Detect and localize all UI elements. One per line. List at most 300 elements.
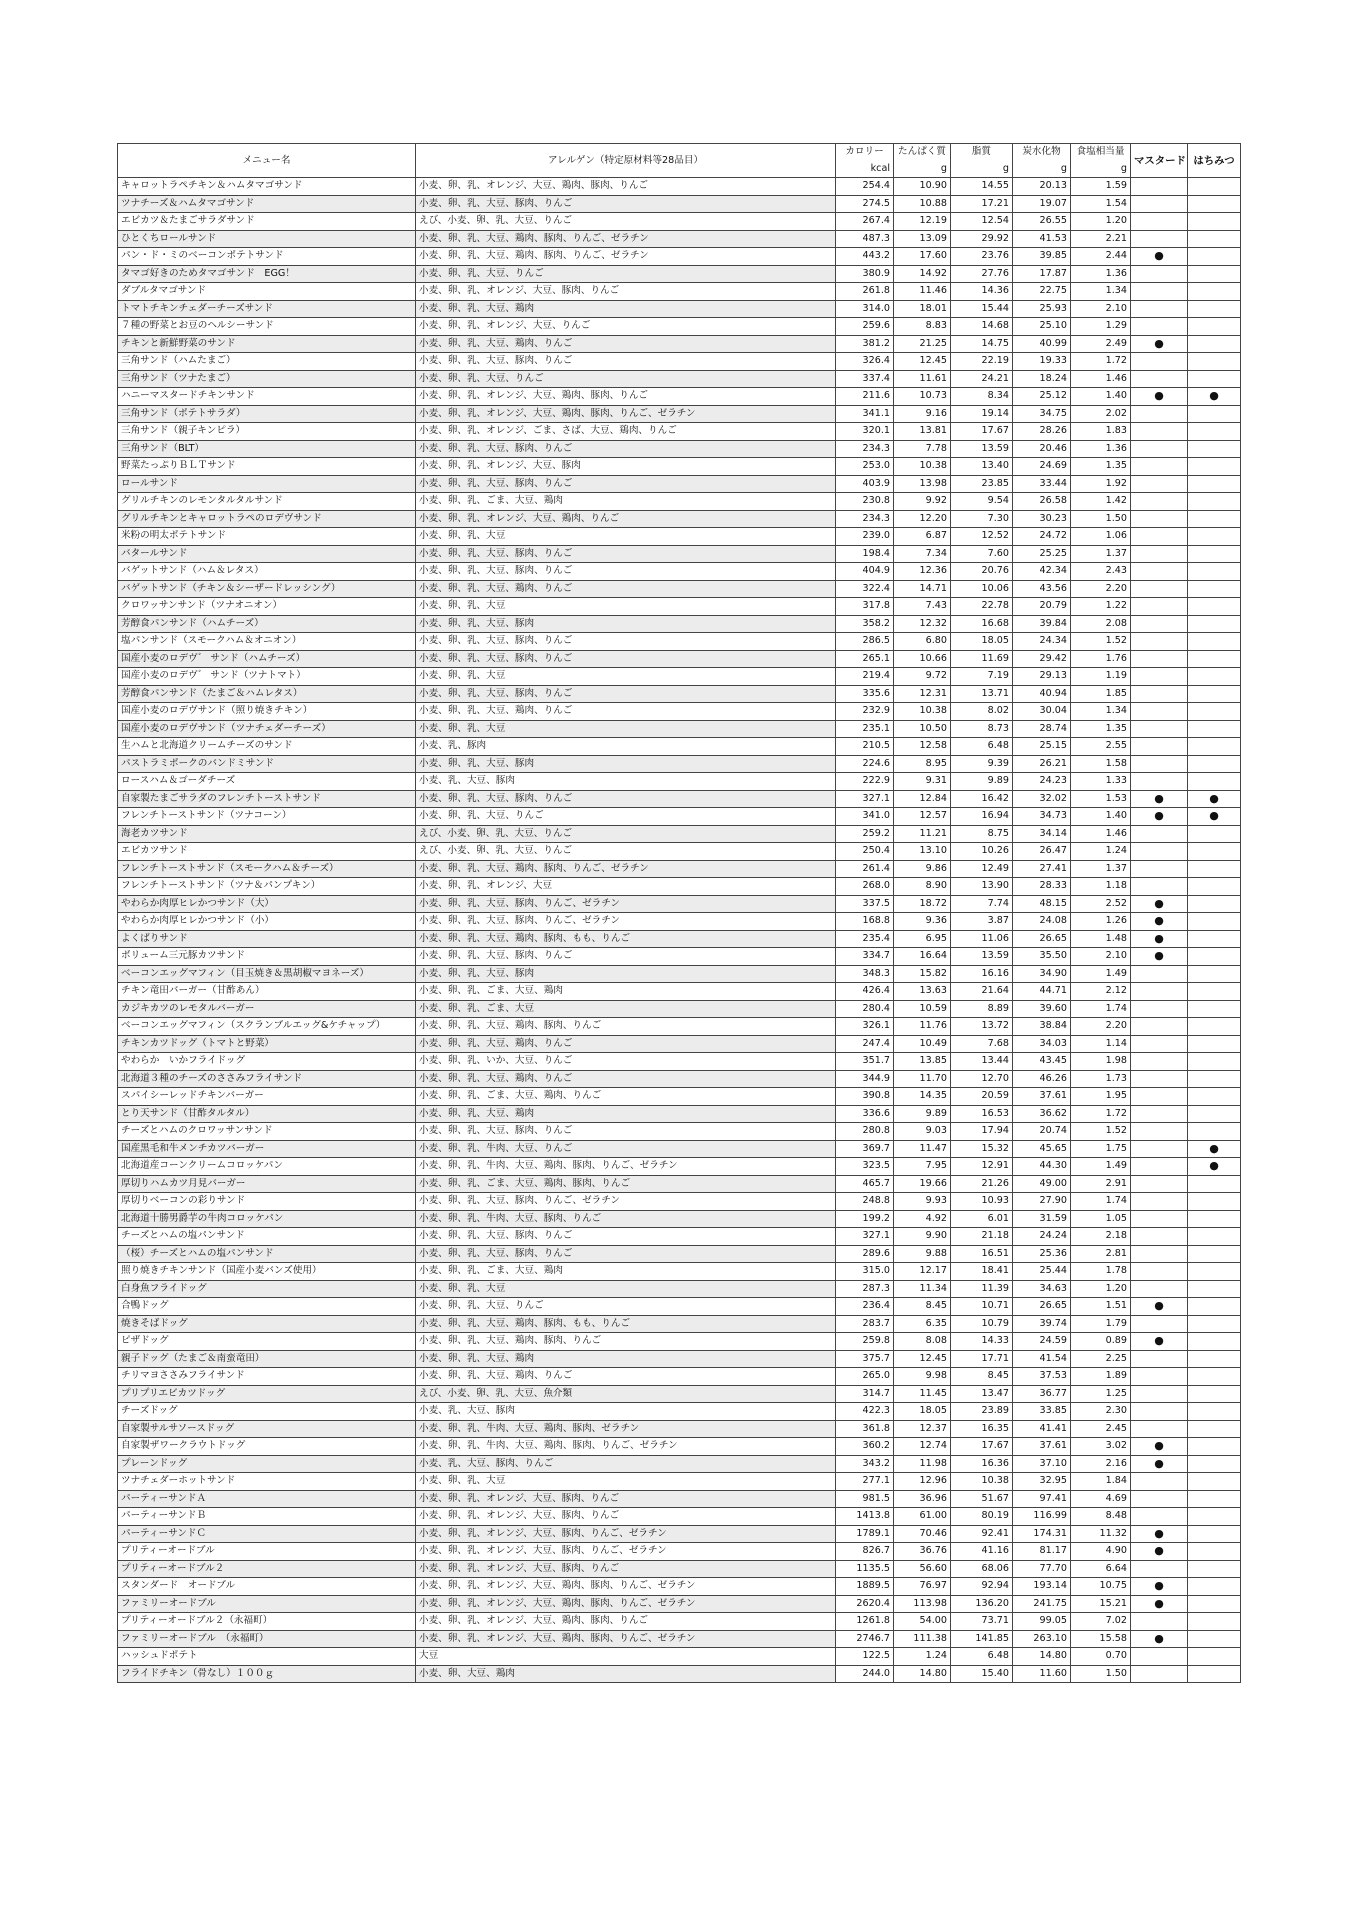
carbs-cell: 25.93 (1013, 300, 1071, 318)
menu-name-cell: 米粉の明太ポテトサンド (118, 528, 416, 546)
fat-cell: 21.64 (951, 983, 1013, 1001)
honey-mark (1188, 1595, 1241, 1613)
mustard-mark (1131, 1280, 1188, 1298)
fat-cell: 16.94 (951, 808, 1013, 826)
menu-name-cell: バゲットサンド（ハム＆レタス） (118, 563, 416, 581)
table-row (118, 1578, 1241, 1596)
allergen-cell: 小麦、卵、乳、オレンジ、大豆、鶏肉、豚肉、りんご、ゼラチン (416, 1578, 836, 1596)
menu-name-cell: 国産小麦のロデヴ゛ サンド（ハムチーズ） (118, 650, 416, 668)
calorie-cell: 286.5 (836, 633, 894, 651)
protein-cell: 14.80 (894, 1665, 951, 1683)
carbs-cell: 36.77 (1013, 1385, 1071, 1403)
protein-cell: 11.46 (894, 283, 951, 301)
carbs-cell: 49.00 (1013, 1175, 1071, 1193)
mustard-mark (1131, 615, 1188, 633)
salt-cell: 1.79 (1071, 1315, 1131, 1333)
table-row (118, 178, 1241, 196)
protein-cell: 18.05 (894, 1403, 951, 1421)
menu-name-cell: トマトチキンチェダーチーズサンド (118, 300, 416, 318)
menu-name-cell: 自家製たまごサラダのフレンチトーストサンド (118, 790, 416, 808)
carbs-cell: 41.53 (1013, 230, 1071, 248)
menu-name-cell: 三角サンド（ツナたまご） (118, 370, 416, 388)
menu-name-cell: 焼きそばドッグ (118, 1315, 416, 1333)
protein-cell: 13.98 (894, 475, 951, 493)
mustard-mark (1131, 1263, 1188, 1281)
table-row (118, 493, 1241, 511)
allergen-cell: 小麦、卵、乳、オレンジ、大豆、豚肉、りんご (416, 1490, 836, 1508)
allergen-cell: 小麦、卵、乳、大豆、豚肉、りんご、ゼラチン (416, 895, 836, 913)
allergen-cell: 小麦、卵、乳、オレンジ、大豆、豚肉、りんご、ゼラチン (416, 1525, 836, 1543)
protein-cell: 11.98 (894, 1455, 951, 1473)
mustard-mark (1131, 1368, 1188, 1386)
allergen-cell: 小麦、卵、乳、大豆、鶏肉、豚肉、もも、りんご (416, 930, 836, 948)
protein-cell: 9.16 (894, 405, 951, 423)
carbs-cell: 34.63 (1013, 1280, 1071, 1298)
protein-cell: 12.31 (894, 685, 951, 703)
table-row (118, 1560, 1241, 1578)
allergen-cell: 小麦、卵、乳、大豆 (416, 1280, 836, 1298)
allergen-cell: 小麦、卵、乳、大豆、豚肉、りんご (416, 563, 836, 581)
salt-cell: 1.40 (1071, 388, 1131, 406)
salt-cell: 1.52 (1071, 633, 1131, 651)
menu-name-cell: キャロットラペチキン＆ハムタマゴサンド (118, 178, 416, 196)
calorie-cell: 224.6 (836, 755, 894, 773)
carbs-cell: 30.23 (1013, 510, 1071, 528)
fat-cell: 8.02 (951, 703, 1013, 721)
mustard-mark (1131, 528, 1188, 546)
fat-cell: 21.26 (951, 1175, 1013, 1193)
allergen-cell: 小麦、卵、乳、大豆、りんご (416, 265, 836, 283)
table-row (118, 1368, 1241, 1386)
fat-cell: 8.34 (951, 388, 1013, 406)
carbs-cell: 24.24 (1013, 1228, 1071, 1246)
table-row (118, 423, 1241, 441)
honey-mark (1188, 1000, 1241, 1018)
menu-name-cell: プリティーオードブル２（永福町） (118, 1613, 416, 1631)
carbs-cell: 116.99 (1013, 1508, 1071, 1526)
honey-mark (1188, 738, 1241, 756)
menu-name-cell: フライドチキン（骨なし）１００ｇ (118, 1665, 416, 1683)
protein-cell: 56.60 (894, 1560, 951, 1578)
mustard-mark (1131, 440, 1188, 458)
carbs-cell: 241.75 (1013, 1595, 1071, 1613)
fat-cell: 23.85 (951, 475, 1013, 493)
menu-name-cell: 三角サンド（ハムたまご） (118, 353, 416, 371)
salt-cell: 1.06 (1071, 528, 1131, 546)
allergen-cell: 大豆 (416, 1648, 836, 1666)
mustard-mark: ● (1131, 1595, 1188, 1613)
calorie-cell: 343.2 (836, 1455, 894, 1473)
fat-cell: 12.54 (951, 213, 1013, 231)
allergen-cell: 小麦、卵、乳、牛肉、大豆、豚肉、りんご (416, 1210, 836, 1228)
honey-mark (1188, 230, 1241, 248)
fat-cell: 13.71 (951, 685, 1013, 703)
honey-mark (1188, 318, 1241, 336)
salt-cell: 1.58 (1071, 755, 1131, 773)
table-row (118, 353, 1241, 371)
fat-cell: 12.70 (951, 1070, 1013, 1088)
table-row (118, 230, 1241, 248)
protein-cell: 1.24 (894, 1648, 951, 1666)
carbs-cell: 174.31 (1013, 1525, 1071, 1543)
mustard-mark (1131, 720, 1188, 738)
carbs-cell: 39.85 (1013, 248, 1071, 266)
allergen-cell: 小麦、卵、乳、大豆、豚肉 (416, 615, 836, 633)
salt-cell: 1.42 (1071, 493, 1131, 511)
fat-cell: 15.32 (951, 1140, 1013, 1158)
table-row (118, 1140, 1241, 1158)
honey-mark (1188, 755, 1241, 773)
allergen-cell: 小麦、卵、乳、大豆、鶏肉 (416, 1105, 836, 1123)
allergen-cell: 小麦、卵、乳、大豆、りんご (416, 808, 836, 826)
table-row (118, 248, 1241, 266)
fat-cell: 10.38 (951, 1473, 1013, 1491)
protein-cell: 10.90 (894, 178, 951, 196)
header-fat: 脂質 (951, 144, 1013, 161)
mustard-mark (1131, 1088, 1188, 1106)
honey-mark (1188, 178, 1241, 196)
calorie-cell: 348.3 (836, 965, 894, 983)
allergen-cell: 小麦、卵、乳、大豆、鶏肉、豚肉、りんご、ゼラチン (416, 230, 836, 248)
allergen-cell: 小麦、乳、大豆、豚肉、りんご (416, 1455, 836, 1473)
carbs-cell: 26.65 (1013, 1298, 1071, 1316)
calorie-cell: 351.7 (836, 1053, 894, 1071)
allergen-cell: えび、小麦、卵、乳、大豆、りんご (416, 843, 836, 861)
honey-mark (1188, 1298, 1241, 1316)
fat-cell: 17.67 (951, 423, 1013, 441)
menu-name-cell: 国産黒毛和牛メンチカツバーガー (118, 1140, 416, 1158)
calorie-cell: 248.8 (836, 1193, 894, 1211)
protein-cell: 12.74 (894, 1438, 951, 1456)
table-row (118, 195, 1241, 213)
fat-cell: 17.71 (951, 1350, 1013, 1368)
carbs-cell: 29.13 (1013, 668, 1071, 686)
mustard-mark (1131, 983, 1188, 1001)
fat-cell: 11.39 (951, 1280, 1013, 1298)
fat-cell: 24.21 (951, 370, 1013, 388)
fat-cell: 9.89 (951, 773, 1013, 791)
mustard-mark (1131, 1070, 1188, 1088)
carbs-cell: 48.15 (1013, 895, 1071, 913)
protein-cell: 8.83 (894, 318, 951, 336)
allergen-cell: 小麦、卵、乳、大豆、豚肉 (416, 755, 836, 773)
mustard-mark (1131, 598, 1188, 616)
calorie-cell: 465.7 (836, 1175, 894, 1193)
protein-cell: 11.34 (894, 1280, 951, 1298)
carbs-cell: 193.14 (1013, 1578, 1071, 1596)
fat-cell: 23.76 (951, 248, 1013, 266)
fat-cell: 13.90 (951, 878, 1013, 896)
protein-cell: 14.71 (894, 580, 951, 598)
menu-name-cell: 北海道３種のチーズのささみフライサンド (118, 1070, 416, 1088)
fat-cell: 51.67 (951, 1490, 1013, 1508)
mustard-mark (1131, 178, 1188, 196)
calorie-cell: 283.7 (836, 1315, 894, 1333)
allergen-cell: 小麦、卵、乳、大豆、豚肉、りんご (416, 545, 836, 563)
table-row (118, 1648, 1241, 1666)
mustard-mark (1131, 685, 1188, 703)
fat-cell: 19.14 (951, 405, 1013, 423)
mustard-mark (1131, 300, 1188, 318)
fat-cell: 3.87 (951, 913, 1013, 931)
calorie-cell: 235.1 (836, 720, 894, 738)
honey-mark (1188, 493, 1241, 511)
allergen-cell: 小麦、卵、乳、オレンジ、大豆、鶏肉、豚肉、りんご (416, 1613, 836, 1631)
allergen-cell: 小麦、卵、乳、大豆、りんご (416, 1298, 836, 1316)
table-row (118, 808, 1241, 826)
menu-name-cell: ファミリーオードブル (118, 1595, 416, 1613)
menu-name-cell: 厚切りベーコンの彩りサンド (118, 1193, 416, 1211)
allergen-cell: 小麦、卵、乳、オレンジ、大豆、豚肉、りんご (416, 283, 836, 301)
salt-cell: 2.21 (1071, 230, 1131, 248)
allergen-cell: 小麦、卵、乳、ごま、大豆、鶏肉、りんご (416, 1088, 836, 1106)
table-row (118, 335, 1241, 353)
menu-name-cell: クロワッサンサンド（ツナオニオン） (118, 598, 416, 616)
protein-cell: 12.36 (894, 563, 951, 581)
carbs-cell: 24.69 (1013, 458, 1071, 476)
menu-name-cell: パン・ド・ミのベーコンポテトサンド (118, 248, 416, 266)
salt-cell: 1.85 (1071, 685, 1131, 703)
unit-calorie: kcal (836, 161, 894, 178)
table-row (118, 475, 1241, 493)
honey-mark (1188, 1350, 1241, 1368)
salt-cell: 1.20 (1071, 213, 1131, 231)
mustard-mark: ● (1131, 335, 1188, 353)
carbs-cell: 45.65 (1013, 1140, 1071, 1158)
fat-cell: 8.75 (951, 825, 1013, 843)
calorie-cell: 236.4 (836, 1298, 894, 1316)
calorie-cell: 1889.5 (836, 1578, 894, 1596)
honey-mark (1188, 1018, 1241, 1036)
salt-cell: 1.19 (1071, 668, 1131, 686)
honey-mark (1188, 283, 1241, 301)
mustard-mark (1131, 1210, 1188, 1228)
protein-cell: 8.95 (894, 755, 951, 773)
carbs-cell: 20.13 (1013, 178, 1071, 196)
menu-name-cell: グリルチキンのレモンタルタルサンド (118, 493, 416, 511)
protein-cell: 13.85 (894, 1053, 951, 1071)
mustard-mark: ● (1131, 1333, 1188, 1351)
allergen-cell: 小麦、卵、乳、オレンジ、大豆、りんご (416, 318, 836, 336)
fat-cell: 7.19 (951, 668, 1013, 686)
calorie-cell: 287.3 (836, 1280, 894, 1298)
allergen-cell: 小麦、卵、乳、大豆、豚肉、りんご (416, 475, 836, 493)
table-row (118, 1438, 1241, 1456)
menu-name-cell: ベーコンエッグマフィン（スクランブルエッグ&ケチャップ） (118, 1018, 416, 1036)
protein-cell: 12.45 (894, 1350, 951, 1368)
salt-cell: 1.37 (1071, 545, 1131, 563)
calorie-cell: 222.9 (836, 773, 894, 791)
honey-mark (1188, 965, 1241, 983)
protein-cell: 12.96 (894, 1473, 951, 1491)
calorie-cell: 426.4 (836, 983, 894, 1001)
calorie-cell: 253.0 (836, 458, 894, 476)
protein-cell: 12.57 (894, 808, 951, 826)
carbs-cell: 44.71 (1013, 983, 1071, 1001)
fat-cell: 11.69 (951, 650, 1013, 668)
table-row (118, 1613, 1241, 1631)
calorie-cell: 341.0 (836, 808, 894, 826)
fat-cell: 9.54 (951, 493, 1013, 511)
mustard-mark (1131, 1105, 1188, 1123)
fat-cell: 7.68 (951, 1035, 1013, 1053)
salt-cell: 1.46 (1071, 825, 1131, 843)
table-row (118, 720, 1241, 738)
carbs-cell: 27.41 (1013, 860, 1071, 878)
table-header (118, 144, 1241, 178)
salt-cell: 2.81 (1071, 1245, 1131, 1263)
allergen-cell: えび、小麦、卵、乳、大豆、りんご (416, 825, 836, 843)
header-salt: 食塩相当量 (1071, 144, 1131, 161)
protein-cell: 9.36 (894, 913, 951, 931)
honey-mark (1188, 1123, 1241, 1141)
allergen-cell: 小麦、卵、大豆、鶏肉 (416, 1665, 836, 1683)
protein-cell: 21.25 (894, 335, 951, 353)
protein-cell: 11.45 (894, 1385, 951, 1403)
mustard-mark (1131, 1000, 1188, 1018)
menu-name-cell: バタールサンド (118, 545, 416, 563)
fat-cell: 141.85 (951, 1630, 1013, 1648)
table-row (118, 703, 1241, 721)
protein-cell: 10.50 (894, 720, 951, 738)
honey-mark (1188, 1543, 1241, 1561)
salt-cell: 1.53 (1071, 790, 1131, 808)
protein-cell: 11.76 (894, 1018, 951, 1036)
table-row (118, 388, 1241, 406)
fat-cell: 13.44 (951, 1053, 1013, 1071)
fat-cell: 18.41 (951, 1263, 1013, 1281)
menu-name-cell: 三角サンド（ポテトサラダ） (118, 405, 416, 423)
calorie-cell: 327.1 (836, 1228, 894, 1246)
menu-name-cell: 厚切りハムカツ月見バーガー (118, 1175, 416, 1193)
honey-mark (1188, 1053, 1241, 1071)
mustard-mark (1131, 265, 1188, 283)
calorie-cell: 361.8 (836, 1420, 894, 1438)
fat-cell: 13.47 (951, 1385, 1013, 1403)
carbs-cell: 37.61 (1013, 1438, 1071, 1456)
calorie-cell: 317.8 (836, 598, 894, 616)
carbs-cell: 24.59 (1013, 1333, 1071, 1351)
menu-name-cell: 海老カツサンド (118, 825, 416, 843)
calorie-cell: 230.8 (836, 493, 894, 511)
allergen-cell: 小麦、卵、乳、大豆 (416, 528, 836, 546)
protein-cell: 12.58 (894, 738, 951, 756)
allergen-cell: 小麦、卵、乳、オレンジ、大豆 (416, 878, 836, 896)
header-allergen: アレルゲン（特定原材料等28品目） (416, 144, 836, 178)
protein-cell: 7.95 (894, 1158, 951, 1176)
menu-name-cell: ハニーマスタードチキンサンド (118, 388, 416, 406)
allergen-cell: 小麦、卵、乳、大豆、鶏肉、りんご (416, 580, 836, 598)
fat-cell: 14.75 (951, 335, 1013, 353)
calorie-cell: 268.0 (836, 878, 894, 896)
mustard-mark: ● (1131, 1455, 1188, 1473)
honey-mark (1188, 300, 1241, 318)
honey-mark (1188, 545, 1241, 563)
menu-name-cell: 親子ドッグ（たまご＆南蛮竜田） (118, 1350, 416, 1368)
menu-name-cell: グリルチキンとキャロットラペのロデヴサンド (118, 510, 416, 528)
table-row (118, 213, 1241, 231)
mustard-mark: ● (1131, 1438, 1188, 1456)
mustard-mark (1131, 318, 1188, 336)
protein-cell: 6.80 (894, 633, 951, 651)
honey-mark (1188, 1368, 1241, 1386)
calorie-cell: 320.1 (836, 423, 894, 441)
honey-mark (1188, 1035, 1241, 1053)
table-row (118, 1455, 1241, 1473)
salt-cell: 1.33 (1071, 773, 1131, 791)
menu-name-cell: エビカツ＆たまごサラダサンド (118, 213, 416, 231)
carbs-cell: 25.44 (1013, 1263, 1071, 1281)
protein-cell: 54.00 (894, 1613, 951, 1631)
carbs-cell: 33.85 (1013, 1403, 1071, 1421)
salt-cell: 1.29 (1071, 318, 1131, 336)
carbs-cell: 29.42 (1013, 650, 1071, 668)
protein-cell: 9.89 (894, 1105, 951, 1123)
protein-cell: 13.81 (894, 423, 951, 441)
calorie-cell: 261.4 (836, 860, 894, 878)
salt-cell: 0.70 (1071, 1648, 1131, 1666)
salt-cell: 8.48 (1071, 1508, 1131, 1526)
honey-mark (1188, 860, 1241, 878)
mustard-mark (1131, 545, 1188, 563)
fat-cell: 8.89 (951, 1000, 1013, 1018)
mustard-mark (1131, 510, 1188, 528)
nutrition-table (117, 143, 1241, 1683)
mustard-mark (1131, 1158, 1188, 1176)
menu-name-cell: やわらか肉厚ヒレかつサンド（大） (118, 895, 416, 913)
calorie-cell: 322.4 (836, 580, 894, 598)
menu-name-cell: パストラミポークのバンドミサンド (118, 755, 416, 773)
table-row (118, 685, 1241, 703)
mustard-mark (1131, 230, 1188, 248)
allergen-cell: 小麦、乳、大豆、豚肉 (416, 773, 836, 791)
table-row (118, 1263, 1241, 1281)
calorie-cell: 259.8 (836, 1333, 894, 1351)
table-row (118, 773, 1241, 791)
table-row (118, 300, 1241, 318)
salt-cell: 1.54 (1071, 195, 1131, 213)
protein-cell: 14.35 (894, 1088, 951, 1106)
fat-cell: 92.94 (951, 1578, 1013, 1596)
calorie-cell: 247.4 (836, 1035, 894, 1053)
fat-cell: 92.41 (951, 1525, 1013, 1543)
mustard-mark: ● (1131, 948, 1188, 966)
salt-cell: 2.20 (1071, 1018, 1131, 1036)
honey-mark (1188, 1280, 1241, 1298)
carbs-cell: 20.79 (1013, 598, 1071, 616)
protein-cell: 9.31 (894, 773, 951, 791)
mustard-mark: ● (1131, 930, 1188, 948)
honey-mark (1188, 1665, 1241, 1683)
salt-cell: 3.02 (1071, 1438, 1131, 1456)
fat-cell: 13.40 (951, 458, 1013, 476)
protein-cell: 61.00 (894, 1508, 951, 1526)
fat-cell: 136.20 (951, 1595, 1013, 1613)
protein-cell: 6.87 (894, 528, 951, 546)
protein-cell: 9.98 (894, 1368, 951, 1386)
calorie-cell: 358.2 (836, 615, 894, 633)
carbs-cell: 46.26 (1013, 1070, 1071, 1088)
carbs-cell: 25.12 (1013, 388, 1071, 406)
calorie-cell: 341.1 (836, 405, 894, 423)
carbs-cell: 97.41 (1013, 1490, 1071, 1508)
protein-cell: 76.97 (894, 1578, 951, 1596)
allergen-cell: 小麦、卵、乳、牛肉、大豆、鶏肉、豚肉、ゼラチン (416, 1420, 836, 1438)
fat-cell: 7.60 (951, 545, 1013, 563)
calorie-cell: 369.7 (836, 1140, 894, 1158)
fat-cell: 11.06 (951, 930, 1013, 948)
mustard-mark (1131, 1018, 1188, 1036)
